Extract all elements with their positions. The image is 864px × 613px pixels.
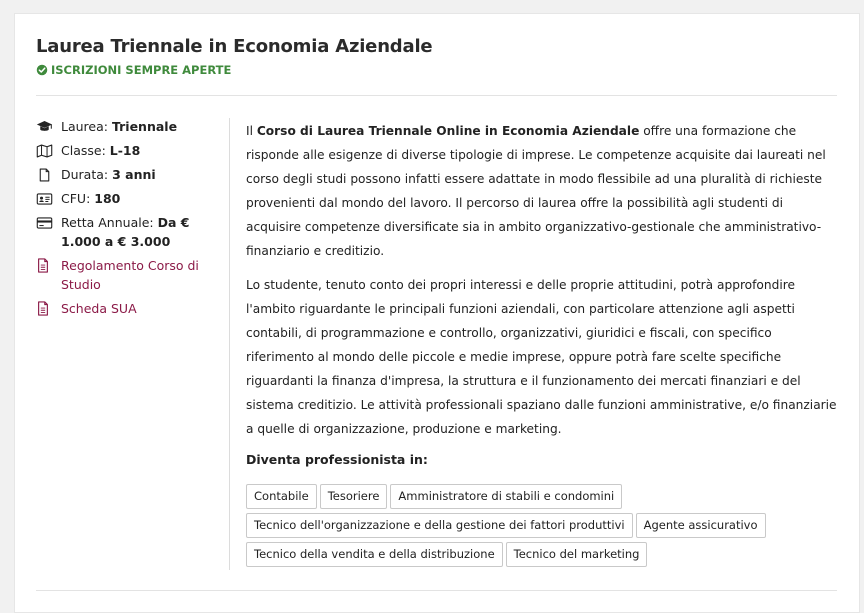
description-paragraph-1: Il Corso di Laurea Triennale Online in Economia Aziendale offre una formazione che risponde alle esigenze di diverse tipologie di imprese. Le competenze acquisite dai laureati nel corso degli studi possono infatti essere adattate in modo flessibile ad una pluralità di richieste provenienti dal mondo del lavoro. Il percorso di laurea offre la possibilità agli studenti di acquisire competenze diversificate sia in ambito organizzativo-gestionale che amministrativo-finanziario e creditizio. — [246, 124, 826, 258]
info-classe: Classe: L-18 — [36, 141, 222, 160]
vertical-divider — [229, 118, 230, 570]
career-tag[interactable]: Tesoriere — [320, 484, 388, 509]
scheda-sua-link[interactable] — [36, 299, 222, 318]
file-text-icon — [36, 256, 54, 275]
id-card-icon — [36, 189, 54, 208]
description-paragraph-2: Lo studente, tenuto conto dei propri interessi e delle proprie attitudini, potrà approfondire l'ambito riguardante le principali funzioni aziendali, con particolare attenzione agli aspetti contabili, di programmazione e controllo, organizzativi, giuridici e fiscali, con specifico riferimento al mondo delle piccole e medie imprese, oppure potrà fare scelte specifiche riguardanti la finanza d'impresa, la struttura e il funzionamento dei mercati finanziari e del sistema creditizio. Le attività professionali spaziano dalle funzioni amministrative, e/o finanziarie a quelle di organizzazione, produzione e marketing. — [246, 278, 837, 436]
info-retta: Retta Annuale: Da € 1.000 a € 3.000 — [36, 213, 222, 251]
divider — [36, 590, 837, 591]
course-info — [36, 117, 222, 323]
map-icon — [36, 141, 54, 160]
tag-row — [246, 484, 846, 509]
graduation-cap-icon — [36, 117, 54, 136]
tag-row — [246, 513, 846, 538]
info-cfu: CFU: 180 — [36, 189, 222, 208]
file-text-icon — [36, 299, 54, 318]
careers-heading: Diventa professionista in: — [246, 452, 428, 467]
status-text: ISCRIZIONI SEMPRE APERTE — [51, 63, 232, 77]
career-tag[interactable]: Amministratore di stabili e condomini — [390, 484, 622, 509]
course-card — [14, 13, 860, 613]
career-tag[interactable]: Agente assicurativo — [636, 513, 766, 538]
enrollment-status — [36, 63, 231, 77]
career-tag[interactable]: Contabile — [246, 484, 317, 509]
check-circle-icon — [36, 64, 48, 76]
credit-card-icon — [36, 213, 54, 232]
divider — [36, 95, 837, 96]
document-icon — [36, 165, 54, 184]
info-laurea: Laurea: Triennale — [36, 117, 222, 136]
career-tags — [246, 484, 846, 571]
regolamento-label[interactable]: Regolamento Corso di Studio — [61, 258, 199, 292]
regolamento-link[interactable] — [36, 256, 222, 294]
career-tag[interactable]: Tecnico del marketing — [506, 542, 648, 567]
career-tag[interactable]: Tecnico dell'organizzazione e della gestione dei fattori produttivi — [246, 513, 633, 538]
info-durata: Durata: 3 anni — [36, 165, 222, 184]
scheda-sua-label[interactable]: Scheda SUA — [61, 301, 137, 316]
career-tag[interactable]: Tecnico della vendita e della distribuzione — [246, 542, 503, 567]
tag-row — [246, 542, 846, 567]
course-title: Laurea Triennale in Economia Aziendale — [36, 36, 433, 57]
course-description — [246, 119, 841, 451]
